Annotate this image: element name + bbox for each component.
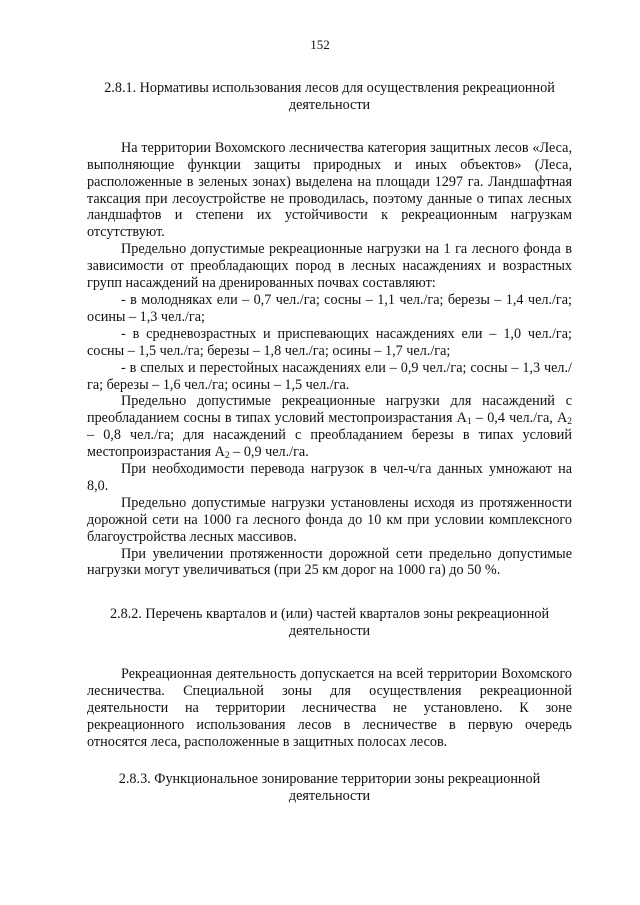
page-number: 152 <box>310 37 330 52</box>
list-item: - в средневозрастных и приспевающих насаждениях ели – 1,0 чел./га; сосны – 1,5 чел./га; березы – 1,8 чел./га; осины – 1,7 чел./га; <box>87 325 572 359</box>
list-item: - в молодняках ели – 0,7 чел./га; сосны – 1,1 чел./га; березы – 1,4 чел./га; осины – 1,3 чел./га; <box>87 291 572 325</box>
paragraph: Предельно допустимые рекреационные нагрузки на 1 га лесного фонда в зависимости от преобладающих пород в лесных насаждениях и возрастных групп насаждений на дренированных почвах составляют: <box>87 241 572 292</box>
list-item: - в спелых и перестойных насаждениях ели – 0,9 чел./га; сосны – 1,3 чел./га; березы – 1,6 чел./га; осины – 1,5 чел./га. <box>87 359 572 393</box>
section-heading-2-8-1: 2.8.1. Нормативы использования лесов для осуществления рекреационной деятельности <box>104 80 555 113</box>
page-content <box>87 80 572 805</box>
section-heading-2-8-2: 2.8.2. Перечень кварталов и (или) частей кварталов зоны рекреационной деятельности <box>109 606 550 640</box>
paragraph: Предельно допустимые рекреационные нагрузки для насаждений с преобладанием сосны в типах условий местопроизрастания $А_1 - 0,4$ чел./га, $А_2 - 0,8$ чел./га; для насаждений с преобладанием березы в типах условий местопроизрастания $А_2 - 0,9$ чел./га. <box>87 393 572 462</box>
paragraph: На территории Вохомского лесничества категория защитных лесов «Леса, выполняющие функции защиты природных и иных объектов» (Леса, расположенные в зеленых зонах) выделена на площади 1297 га. Ландшафтная таксация при лесоустройстве не проводилась, поэтому данные о типах лесных ландшафтов и степени их устойчивости к рекреационным нагрузкам отсутствуют. <box>87 139 572 241</box>
paragraph: При увеличении протяженности дорожной сети предельно допустимые нагрузки могут увеличиваться (при 25 км дорог на 1000 га) до 50 %. <box>87 545 572 579</box>
paragraph: Рекреационная деятельность допускается на всей территории Вохомского лесничества. Специальной зоны для осуществления рекреационной деятельности на территории лесничества не установлено. К зоне рекреационного использования лесов в лесничестве в первую очередь относятся леса, расположенные в защитных полосах лесов. <box>87 666 572 750</box>
paragraph: При необходимости перевода нагрузок в чел-ч/га данных умножают на 8,0. <box>87 461 572 494</box>
section-heading-2-8-3: 2.8.3. Функциональное зонирование территории зоны рекреационной деятельности <box>118 770 541 804</box>
paragraph: Предельно допустимые нагрузки установлены исходя из протяженности дорожной сети на 1000 га лесного фонда до 10 км при условии комплексного благоустройства лесных массивов. <box>87 494 572 545</box>
